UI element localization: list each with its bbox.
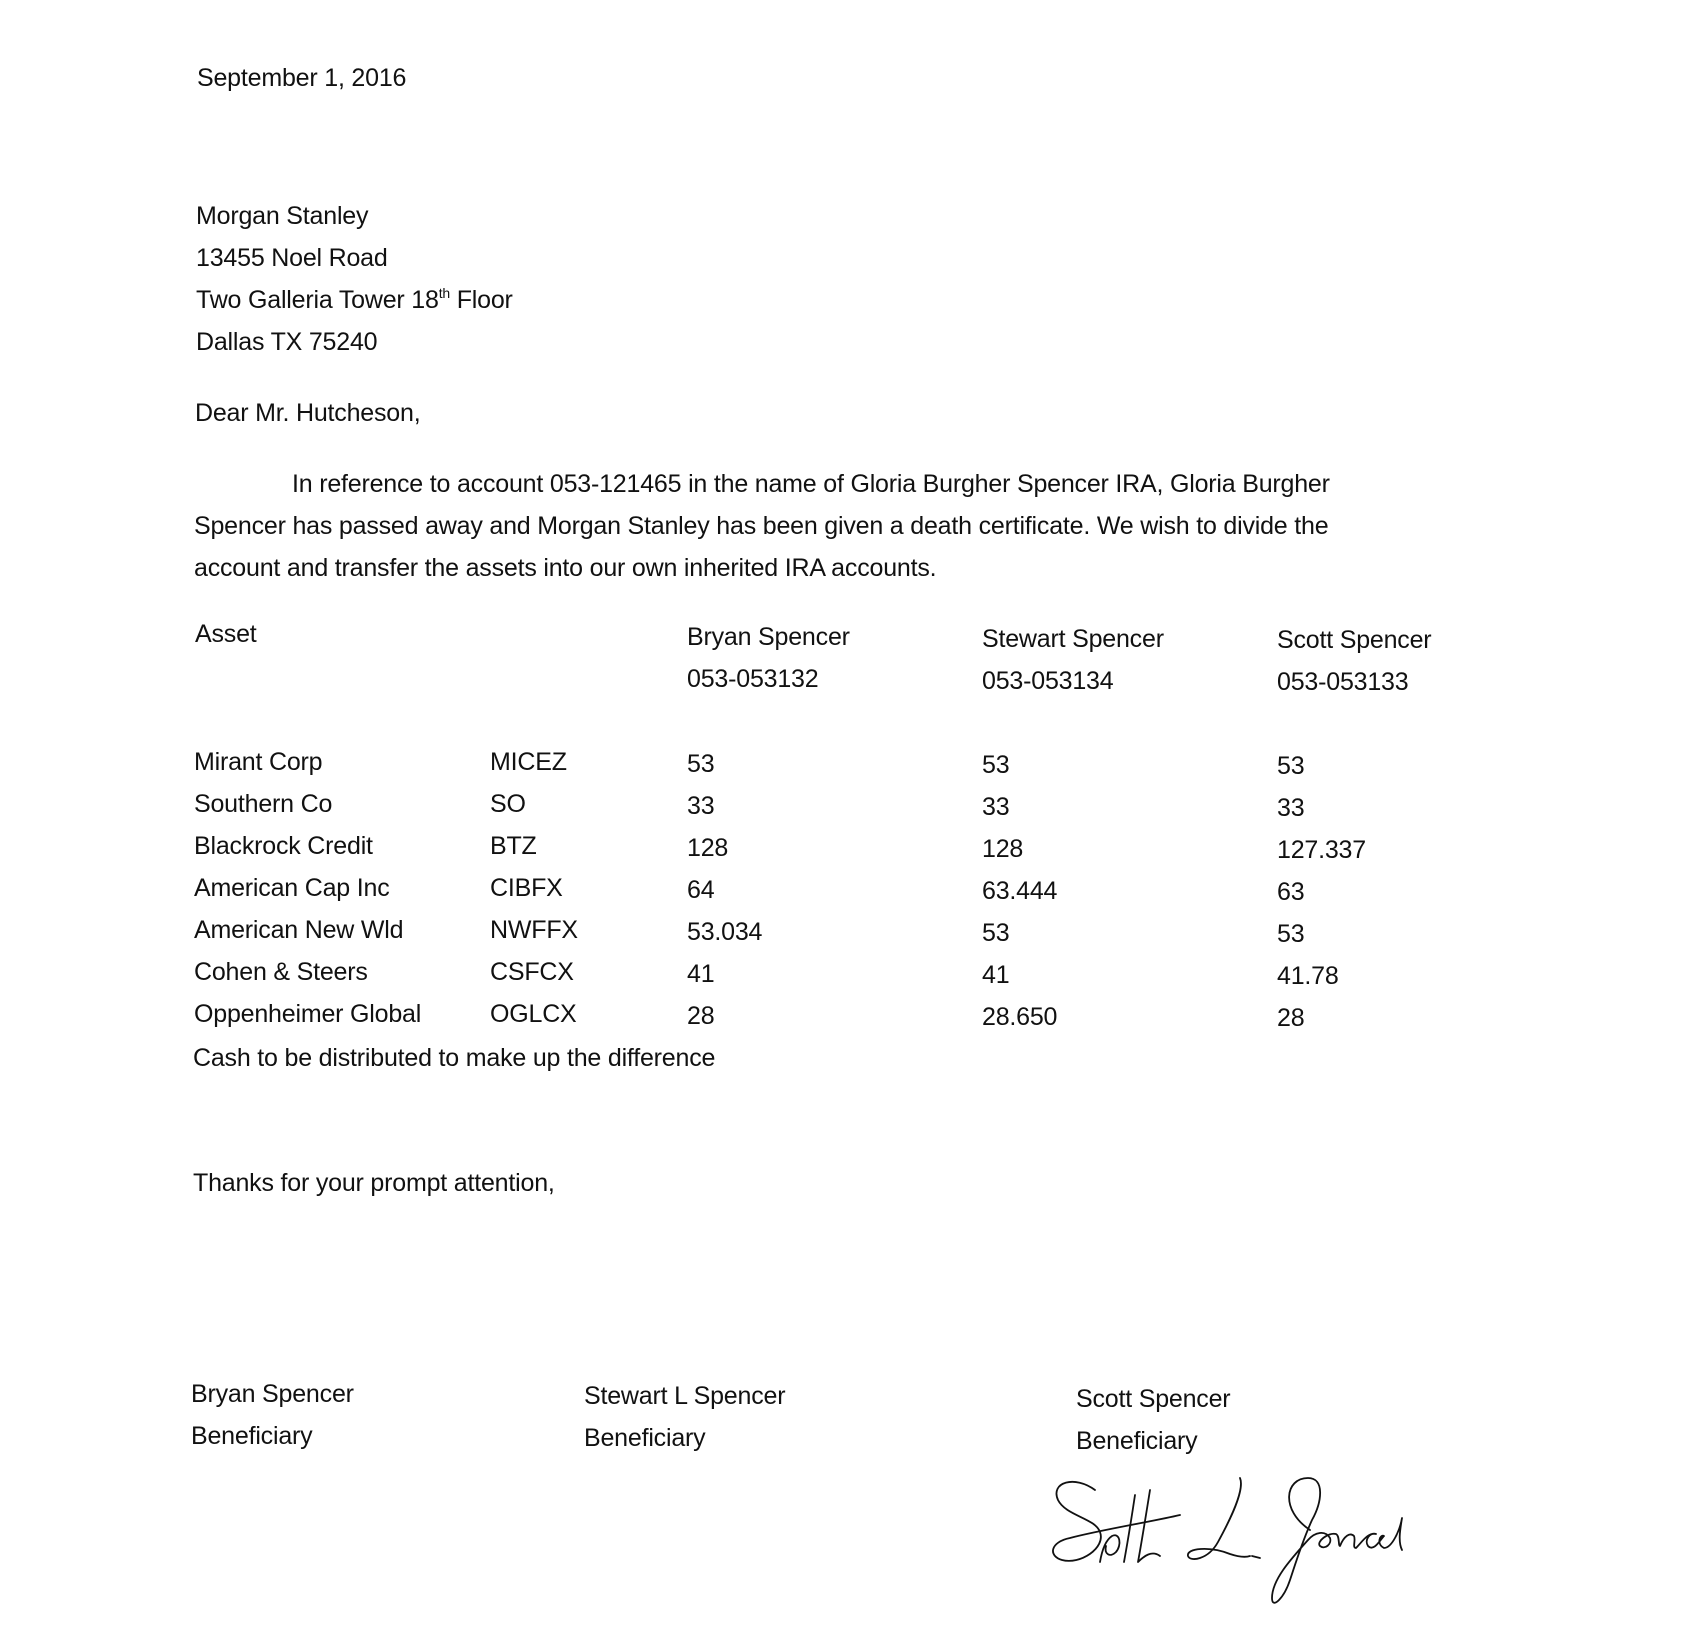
signatory-2-role: Beneficiary xyxy=(584,1424,706,1452)
scott-value: 53 xyxy=(1277,752,1305,780)
table-header-asset: Asset xyxy=(195,620,257,648)
body-line-2: Spencer has passed away and Morgan Stanley has been given a death certificate. We wish to divide the xyxy=(194,512,1329,540)
salutation: Dear Mr. Hutcheson, xyxy=(195,399,421,427)
account-number-3: 053-053133 xyxy=(1277,668,1409,696)
table-header-beneficiary-2: Stewart Spencer xyxy=(982,625,1164,653)
recipient-building xyxy=(196,285,513,315)
scott-value: 53 xyxy=(1277,920,1305,948)
stewart-value: 53 xyxy=(982,919,1010,947)
asset-ticker: CIBFX xyxy=(490,874,563,902)
signatory-1-name: Bryan Spencer xyxy=(191,1380,354,1408)
asset-name: Blackrock Credit xyxy=(194,832,373,860)
asset-name: Mirant Corp xyxy=(194,748,323,776)
body-line-3: account and transfer the assets into our own inherited IRA accounts. xyxy=(194,554,937,582)
asset-ticker: MICEZ xyxy=(490,748,567,776)
scott-value: 33 xyxy=(1277,794,1305,822)
bryan-value: 53.034 xyxy=(687,918,763,946)
building-prefix: Two Galleria Tower 18 xyxy=(196,286,439,314)
recipient-name: Morgan Stanley xyxy=(196,202,369,230)
scott-value: 41.78 xyxy=(1277,962,1339,990)
scott-value: 63 xyxy=(1277,878,1305,906)
account-number-1: 053-053132 xyxy=(687,665,819,693)
closing: Thanks for your prompt attention, xyxy=(193,1169,555,1197)
building-ordinal: th xyxy=(438,285,450,301)
body-line-1: In reference to account 053-121465 in the name of Gloria Burgher Spencer IRA, Gloria Burgher xyxy=(292,470,1330,498)
asset-name: American Cap Inc xyxy=(194,874,390,902)
signatory-3-role: Beneficiary xyxy=(1076,1427,1198,1455)
asset-name: Cohen & Steers xyxy=(194,958,368,986)
letter-date: September 1, 2016 xyxy=(197,64,407,92)
stewart-value: 128 xyxy=(982,835,1024,863)
table-header-beneficiary-1: Bryan Spencer xyxy=(687,623,850,651)
bryan-value: 128 xyxy=(687,834,729,862)
signatory-2-name: Stewart L Spencer xyxy=(584,1382,786,1410)
building-suffix: Floor xyxy=(449,286,513,314)
asset-ticker: OGLCX xyxy=(490,1000,577,1028)
asset-ticker: BTZ xyxy=(490,832,537,860)
stewart-value: 33 xyxy=(982,793,1010,821)
scott-value: 127.337 xyxy=(1277,836,1366,864)
stewart-value: 28.650 xyxy=(982,1003,1058,1031)
signatory-1-role: Beneficiary xyxy=(191,1422,313,1450)
stewart-value: 41 xyxy=(982,961,1010,989)
handwritten-signature-icon xyxy=(1040,1470,1480,1620)
bryan-value: 28 xyxy=(687,1002,715,1030)
asset-name: American New Wld xyxy=(194,916,404,944)
bryan-value: 41 xyxy=(687,960,715,988)
table-header-beneficiary-3: Scott Spencer xyxy=(1277,626,1432,654)
recipient-street: 13455 Noel Road xyxy=(196,244,388,272)
account-number-2: 053-053134 xyxy=(982,667,1114,695)
stewart-value: 53 xyxy=(982,751,1010,779)
asset-name: Southern Co xyxy=(194,790,333,818)
asset-ticker: CSFCX xyxy=(490,958,574,986)
asset-name: Oppenheimer Global xyxy=(194,1000,422,1028)
bryan-value: 33 xyxy=(687,792,715,820)
bryan-value: 64 xyxy=(687,876,715,904)
signatory-3-name: Scott Spencer xyxy=(1076,1385,1231,1413)
scott-value: 28 xyxy=(1277,1004,1305,1032)
asset-ticker: SO xyxy=(490,790,526,818)
asset-ticker: NWFFX xyxy=(490,916,578,944)
table-footnote: Cash to be distributed to make up the difference xyxy=(193,1044,716,1072)
recipient-city-state-zip: Dallas TX 75240 xyxy=(196,328,378,356)
stewart-value: 63.444 xyxy=(982,877,1058,905)
bryan-value: 53 xyxy=(687,750,715,778)
